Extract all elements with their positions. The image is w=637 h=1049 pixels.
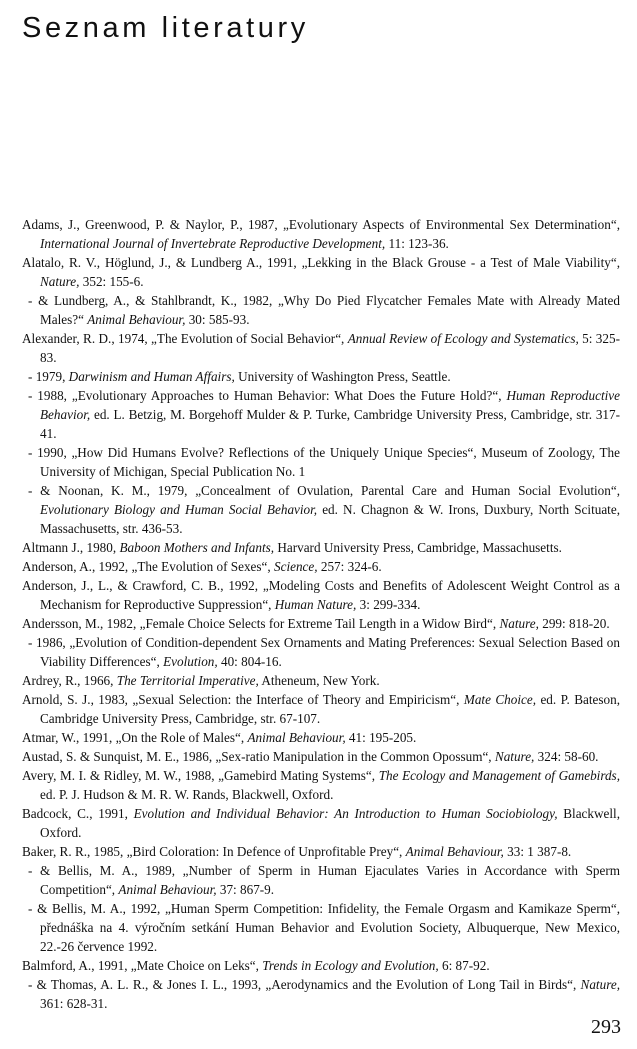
reference-source: The Territorial Imperative, (116, 673, 259, 688)
reference-text: - 1979, (28, 369, 69, 384)
reference-entry (22, 367, 620, 386)
reference-text: Andersson, M., 1982, „Female Choice Selects for Extreme Tail Length in a Widow Bird“, (22, 616, 500, 631)
reference-text: Anderson, J., L., & Crawford, C. B., 1992, „Modeling Costs and Benefits of Adolescent Weight Control as a Mechanism for Reproductive Suppression“, (22, 578, 620, 612)
reference-text: Austad, S. & Sunquist, M. E., 1986, „Sex-ratio Manipulation in the Common Opossum“, (22, 749, 495, 764)
reference-source: The Ecology and Management of Gamebirds, (378, 768, 620, 783)
reference-entry (22, 728, 620, 747)
reference-entry (22, 215, 620, 253)
reference-text: Baker, R. R., 1985, „Bird Coloration: In Defence of Unprofitable Prey“, (22, 844, 406, 859)
reference-entry (22, 386, 620, 443)
reference-text: Ardrey, R., 1966, (22, 673, 117, 688)
reference-text: University of Washington Press, Seattle. (234, 369, 451, 384)
page-number: 293 (591, 1016, 621, 1038)
reference-text: 41: 195-205. (345, 730, 417, 745)
reference-source: Animal Behaviour, (118, 882, 217, 897)
reference-entry (22, 861, 620, 899)
reference-entry (22, 899, 620, 956)
reference-entry (22, 614, 620, 633)
reference-text: Arnold, S. J., 1983, „Sexual Selection: the Interface of Theory and Empiricism“, (22, 692, 464, 707)
reference-source: Evolution, (163, 654, 218, 669)
reference-text: - & Bellis, M. A., 1992, „Human Sperm Competition: Infidelity, the Female Orgasm and Kamikaze Sperm“, přednáška na 4. výročním setkání Human Behavior and Evolution Society, Albuquerque, New Mexico, 22.-26 července 1992. (28, 901, 620, 954)
reference-text: - 1990, „How Did Humans Evolve? Reflections of the Uniquely Unique Species“, Museum of Zoology, The University of Michigan, Special Publication No. 1 (28, 445, 620, 479)
reference-entry (22, 291, 620, 329)
reference-entry (22, 690, 620, 728)
reference-entry (22, 329, 620, 367)
page-title: Seznam literatury (22, 12, 309, 44)
reference-text: 299: 818-20. (538, 616, 610, 631)
reference-text: Alatalo, R. V., Höglund, J., & Lundberg A., 1991, „Lekking in the Black Grouse - a Test of Male Viability“, (22, 255, 620, 270)
reference-text: Atheneum, New York. (258, 673, 380, 688)
reference-entry (22, 747, 620, 766)
reference-text: - & Lundberg, A., & Stahlbrandt, K., 1982, „Why Do Pied Flycatcher Females Mate with Already Mated Males?“ (28, 293, 620, 327)
reference-entry (22, 842, 620, 861)
reference-source: Darwinism and Human Affairs, (68, 369, 235, 384)
reference-entry (22, 253, 620, 291)
reference-text: Avery, M. I. & Ridley, M. W., 1988, „Gamebird Mating Systems“, (22, 768, 379, 783)
reference-entry (22, 557, 620, 576)
reference-text: Alexander, R. D., 1974, „The Evolution of Social Behavior“, (22, 331, 348, 346)
reference-text: 3: 299-334. (356, 597, 421, 612)
reference-text: ed. P. J. Hudson & M. R. W. Rands, Blackwell, Oxford. (40, 787, 334, 802)
reference-entry (22, 804, 620, 842)
reference-entry (22, 766, 620, 804)
reference-entry (22, 633, 620, 671)
reference-source: Animal Behaviour, (87, 312, 186, 327)
reference-text: 352: 155-6. (79, 274, 144, 289)
reference-source: Animal Behaviour, (247, 730, 346, 745)
reference-text: Atmar, W., 1991, „On the Role of Males“, (22, 730, 248, 745)
reference-text: 40: 804-16. (217, 654, 282, 669)
reference-text: Balmford, A., 1991, „Mate Choice on Leks“, (22, 958, 263, 973)
reference-text: Anderson, A., 1992, „The Evolution of Sexes“, (22, 559, 274, 574)
reference-entry (22, 956, 620, 975)
reference-text: Adams, J., Greenwood, P. & Naylor, P., 1987, „Evolutionary Aspects of Environmental Sex Determination“, (22, 217, 620, 232)
reference-source: Nature, (40, 274, 80, 289)
reference-text: 361: 628-31. (40, 996, 108, 1011)
reference-text: ed. N. Chagnon & W. Irons, Duxbury, North Scituate, Massachusetts, str. 436-53. (40, 502, 620, 536)
reference-entry (22, 443, 620, 481)
reference-source: International Journal of Invertebrate Reproductive Development, (40, 236, 386, 251)
reference-text: - & Noonan, K. M., 1979, „Concealment of Ovulation, Parental Care and Human Social Evolution“, (28, 483, 620, 498)
reference-source: Annual Review of Ecology and Systematics, (347, 331, 579, 346)
reference-text: Blackwell, Oxford. (40, 806, 620, 840)
reference-text: - & Thomas, A. L. R., & Jones I. L., 1993, „Aerodynamics and the Evolution of Long Tail in Birds“, (28, 977, 581, 992)
reference-text: Badcock, C., 1991, (22, 806, 134, 821)
reference-text: 11: 123-36. (385, 236, 449, 251)
reference-source: Nature, (494, 749, 535, 764)
reference-text: 257: 324-6. (317, 559, 382, 574)
reference-text: 30: 585-93. (185, 312, 250, 327)
reference-text: Altmann J., 1980, (22, 540, 120, 555)
reference-source: Human Nature, (274, 597, 357, 612)
reference-entry (22, 481, 620, 538)
reference-text: 33: 1 387-8. (503, 844, 572, 859)
reference-text: ed. L. Betzig, M. Borgehoff Mulder & P. Turke, Cambridge University Press, Cambridge, str. 317-41. (40, 407, 620, 441)
reference-source: Science, (274, 559, 318, 574)
reference-source: Nature, (499, 616, 539, 631)
reference-source: Mate Choice, (463, 692, 537, 707)
reference-text: 37: 867-9. (216, 882, 275, 897)
reference-source: Nature, (580, 977, 620, 992)
reference-entry (22, 576, 620, 614)
reference-text: Harvard University Press, Cambridge, Massachusetts. (274, 540, 562, 555)
reference-text: - & Bellis, M. A., 1989, „Number of Sperm in Human Ejaculates Varies in Accordance with Sperm Competition“, (28, 863, 620, 897)
reference-list (22, 215, 620, 1013)
reference-text: ed. P. Bateson, Cambridge University Press, Cambridge, str. 67-107. (40, 692, 620, 726)
reference-text: 5: 325-83. (40, 331, 620, 365)
reference-source: Human Reproductive Behavior, (40, 388, 620, 422)
reference-text: 324: 58-60. (534, 749, 599, 764)
reference-entry (22, 671, 620, 690)
reference-text: - 1988, „Evolutionary Approaches to Human Behavior: What Does the Future Hold?“, (28, 388, 507, 403)
reference-text: - 1986, „Evolution of Condition-dependent Sex Ornaments and Mating Preferences: Sexual Selection Based on Viability Differences“, (28, 635, 620, 669)
reference-entry (22, 975, 620, 1013)
reference-text: 6: 87-92. (438, 958, 490, 973)
reference-source: Evolution and Individual Behavior: An Introduction to Human Sociobiology, (133, 806, 558, 821)
reference-entry (22, 538, 620, 557)
reference-source: Baboon Mothers and Infants, (119, 540, 275, 555)
reference-source: Animal Behaviour, (405, 844, 504, 859)
reference-source: Trends in Ecology and Evolution, (262, 958, 439, 973)
reference-source: Evolutionary Biology and Human Social Behavior, (40, 502, 318, 517)
